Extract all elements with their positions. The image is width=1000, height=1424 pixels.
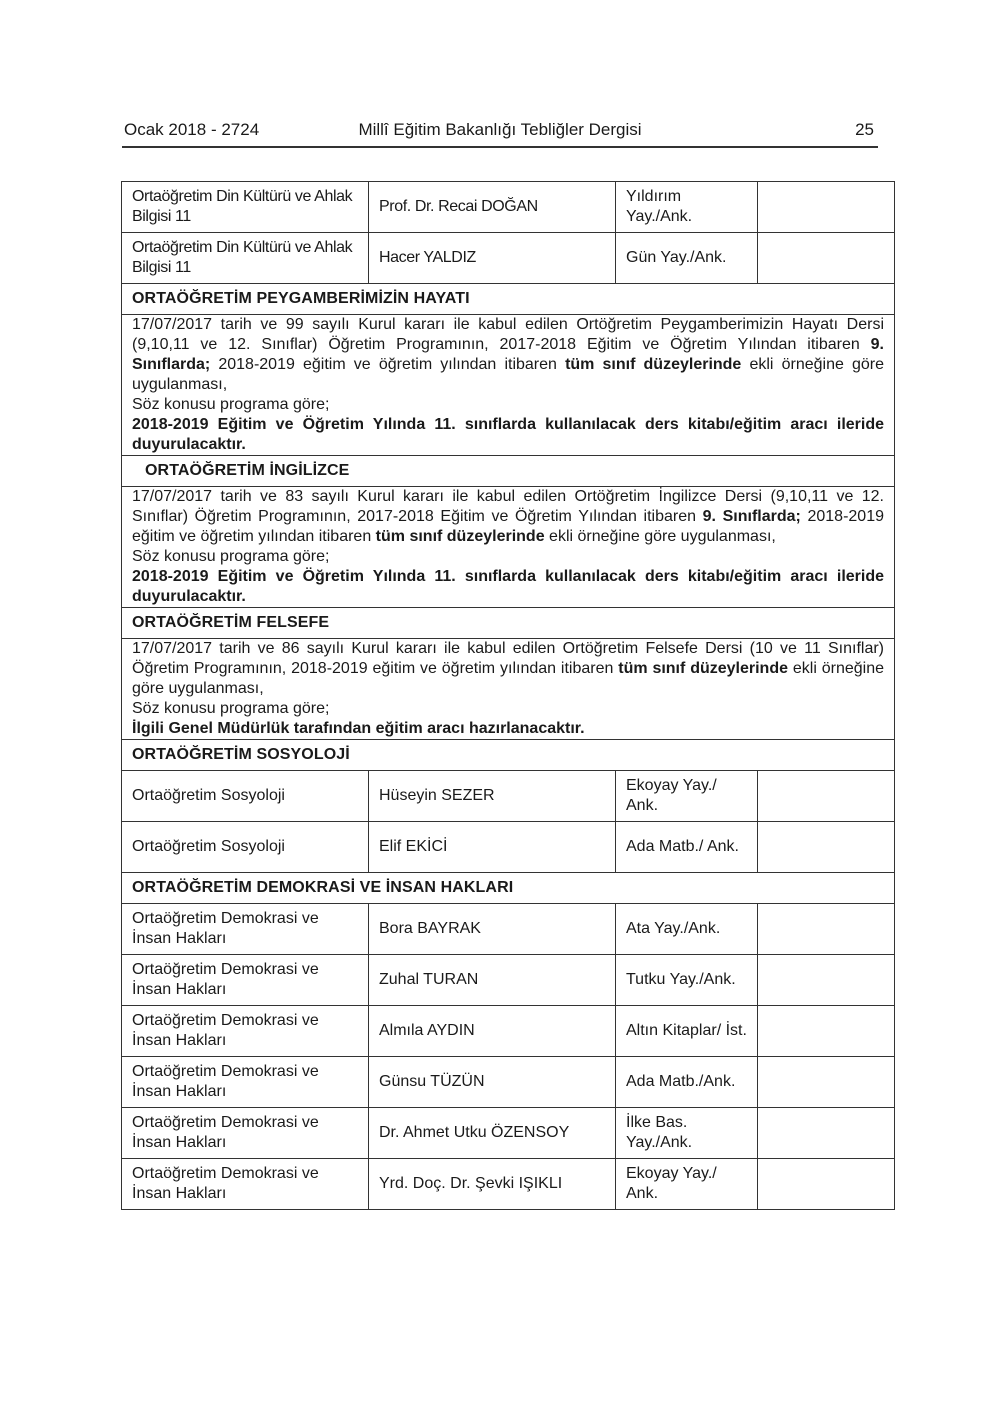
program-note: Söz konusu programa göre; <box>132 396 330 413</box>
page-number: 25 <box>855 120 874 139</box>
note-cell <box>758 771 895 822</box>
publisher-cell: Ekoyay Yay./ Ank. <box>616 771 758 822</box>
course-cell: Ortaöğretim Demokrasi ve İnsan Hakları <box>122 1006 369 1057</box>
table-row <box>122 955 895 1006</box>
decision-paragraph: 17/07/2017 tarih ve 83 sayılı Kurul kararı ile kabul edilen Ortöğretim İngilizce Dersi (9,10,11 ve 12. Sınıflar) Öğretim Programının, 2017-2018 Eğitim ve Öğretim Yılından itibaren 9. Sınıflarda; 2018-2019 eğitim ve öğretim yılından itibaren tüm sınıf düzeylerinde ekli örneğine göre uygulanması, <box>132 488 884 545</box>
table-row <box>122 1159 895 1210</box>
publisher-cell: Gün Yay./Ank. <box>616 233 758 284</box>
note-cell <box>758 904 895 955</box>
note-cell <box>758 822 895 873</box>
note-cell <box>758 1108 895 1159</box>
note-cell <box>758 182 895 233</box>
section-text <box>122 315 895 456</box>
publisher-cell: Altın Kitaplar/ İst. <box>616 1006 758 1057</box>
paragraph-row <box>122 487 895 608</box>
course-cell: Ortaöğretim Din Kültürü ve Ahlak Bilgisi 11 <box>122 182 369 233</box>
course-cell: Ortaöğretim Din Kültürü ve Ahlak Bilgisi 11 <box>122 233 369 284</box>
note-cell <box>758 1006 895 1057</box>
table-row <box>122 822 895 873</box>
note-cell <box>758 1159 895 1210</box>
section-row <box>122 456 895 487</box>
author-cell: Elif EKİCİ <box>369 822 616 873</box>
section-title: ORTAÖĞRETİM DEMOKRASİ VE İNSAN HAKLARI <box>122 873 895 904</box>
paragraph-row <box>122 639 895 740</box>
decision-paragraph: 17/07/2017 tarih ve 99 sayılı Kurul kararı ile kabul edilen Ortöğretim Peygamberimizin Hayatı Dersi (9,10,11 ve 12. Sınıflar) Öğretim Programının, 2017-2018 Eğitim ve Öğretim Yılından itibaren 9. Sınıflarda; 2018-2019 eğitim ve öğretim yılından itibaren tüm sınıf düzeylerinde ekli örneğine göre uygulanması, <box>132 316 885 393</box>
program-note: Söz konusu programa göre; <box>132 700 330 717</box>
announcement: 2018-2019 Eğitim ve Öğretim Yılında 11. sınıflarda kullanılacak ders kitabı/eğitim aracı ileride duyurulacaktır. <box>132 416 884 453</box>
table-row <box>122 233 895 284</box>
table-row <box>122 1108 895 1159</box>
author-cell: Hacer YALDIZ <box>369 233 616 284</box>
section-row <box>122 873 895 904</box>
publisher-cell: Ekoyay Yay./ Ank. <box>616 1159 758 1210</box>
paragraph-row <box>122 315 895 456</box>
journal-title: Millî Eğitim Bakanlığı Tebliğler Dergisi <box>358 120 642 139</box>
publisher-cell: Ada Matb./Ank. <box>616 1057 758 1108</box>
section-title: ORTAÖĞRETİM İNGİLİZCE <box>122 456 895 487</box>
note-cell <box>758 233 895 284</box>
page-header <box>122 118 878 148</box>
note-cell <box>758 955 895 1006</box>
section-row <box>122 740 895 771</box>
section-title: ORTAÖĞRETİM PEYGAMBERİMİZİN HAYATI <box>122 284 895 315</box>
table-row <box>122 1057 895 1108</box>
textbook-table <box>121 181 895 1210</box>
section-text <box>122 639 895 740</box>
section-row <box>122 284 895 315</box>
publisher-cell: Yıldırım Yay./Ank. <box>616 182 758 233</box>
table-row <box>122 182 895 233</box>
course-cell: Ortaöğretim Demokrasi ve İnsan Hakları <box>122 955 369 1006</box>
course-cell: Ortaöğretim Demokrasi ve İnsan Hakları <box>122 1108 369 1159</box>
note-cell <box>758 1057 895 1108</box>
section-title: ORTAÖĞRETİM SOSYOLOJİ <box>122 740 895 771</box>
course-cell: Ortaöğretim Sosyoloji <box>122 771 369 822</box>
table-row <box>122 904 895 955</box>
author-cell: Dr. Ahmet Utku ÖZENSOY <box>369 1108 616 1159</box>
publisher-cell: Ada Matb./ Ank. <box>616 822 758 873</box>
course-cell: Ortaöğretim Demokrasi ve İnsan Hakları <box>122 1057 369 1108</box>
section-text <box>122 487 895 608</box>
section-title: ORTAÖĞRETİM FELSEFE <box>122 608 895 639</box>
publisher-cell: Tutku Yay./Ank. <box>616 955 758 1006</box>
publisher-cell: İlke Bas. Yay./Ank. <box>616 1108 758 1159</box>
course-cell: Ortaöğretim Demokrasi ve İnsan Hakları <box>122 904 369 955</box>
announcement: İlgili Genel Müdürlük tarafından eğitim aracı hazırlanacaktır. <box>132 720 585 737</box>
author-cell: Almıla AYDIN <box>369 1006 616 1057</box>
author-cell: Bora BAYRAK <box>369 904 616 955</box>
author-cell: Yrd. Doç. Dr. Şevki IŞIKLI <box>369 1159 616 1210</box>
course-cell: Ortaöğretim Demokrasi ve İnsan Hakları <box>122 1159 369 1210</box>
author-cell: Zuhal TURAN <box>369 955 616 1006</box>
table-row <box>122 771 895 822</box>
decision-paragraph: 17/07/2017 tarih ve 86 sayılı Kurul kararı ile kabul edilen Ortöğretim Felsefe Dersi (10 ve 11 Sınıflar) Öğretim Programının, 2018-2019 eğitim ve öğretim yılından itibaren tüm sınıf düzeylerinde ekli örneğine göre uygulanması, <box>132 640 885 697</box>
publisher-cell: Ata Yay./Ank. <box>616 904 758 955</box>
announcement: 2018-2019 Eğitim ve Öğretim Yılında 11. sınıflarda kullanılacak ders kitabı/eğitim aracı ileride duyurulacaktır. <box>132 568 884 605</box>
author-cell: Prof. Dr. Recai DOĞAN <box>369 182 616 233</box>
program-note: Söz konusu programa göre; <box>132 548 330 565</box>
section-row <box>122 608 895 639</box>
author-cell: Hüseyin SEZER <box>369 771 616 822</box>
table-row <box>122 1006 895 1057</box>
course-cell: Ortaöğretim Sosyoloji <box>122 822 369 873</box>
author-cell: Günsu TÜZÜN <box>369 1057 616 1108</box>
issue-date: Ocak 2018 - 2724 <box>124 120 260 139</box>
